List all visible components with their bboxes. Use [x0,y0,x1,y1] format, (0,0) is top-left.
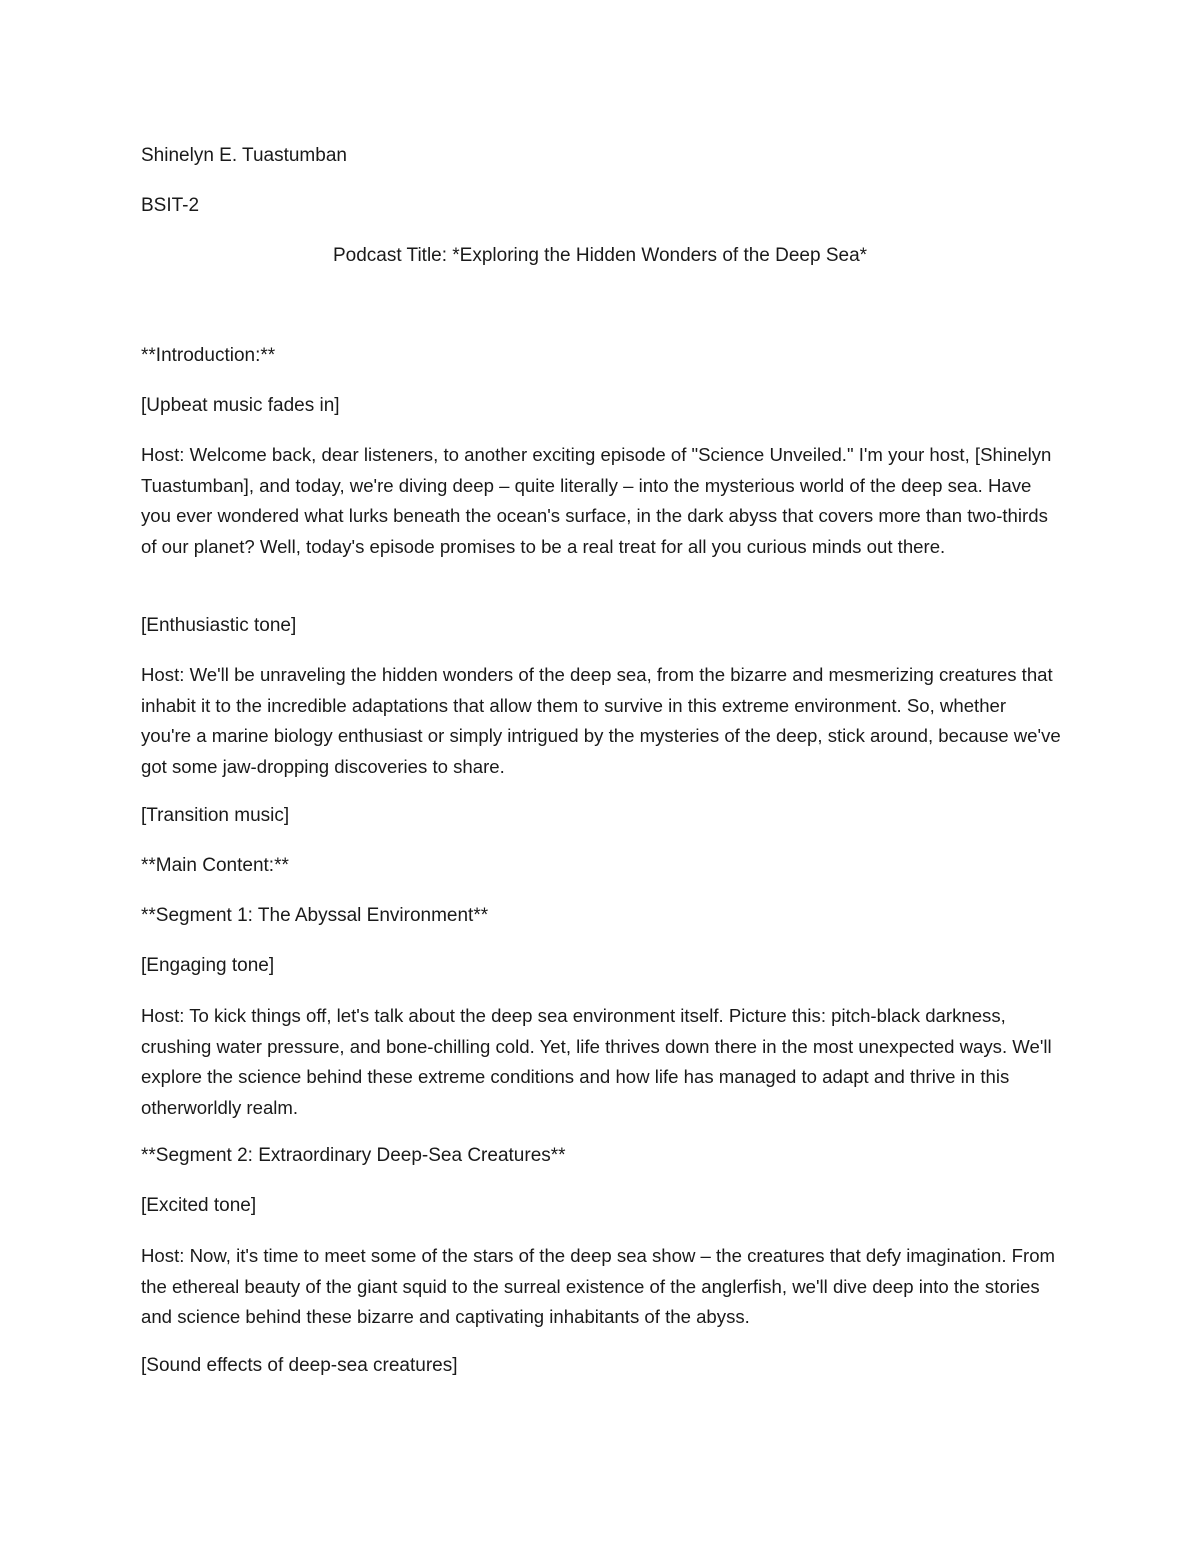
host-paragraph-unraveling: Host: We'll be unraveling the hidden wonders of the deep sea, from the bizarre and mesmerizing creatures that inhabit it to the incredible adaptations that allow them to survive in this extreme environment. So, whether you're a marine biology enthusiast or simply intrigued by the mysteries of the deep, stick around, because we've got some jaw-dropping discoveries to share. [141,664,1061,777]
segment-1-heading: **Segment 1: The Abyssal Environment** [141,905,489,926]
introduction-heading: **Introduction:** [141,345,276,366]
host-paragraph-environment: Host: To kick things off, let's talk about the deep sea environment itself. Picture this: pitch-black darkness, crushing water pressure, and bone-chilling cold. Yet, life thrives down there in the most unexpected ways. We'll explore the science behind these extreme conditions and how life has managed to adapt and thrive in this otherworldly realm. [141,1005,1052,1118]
section-label: BSIT-2 [141,195,200,216]
main-content-heading: **Main Content:** [141,855,289,876]
cue-upbeat-music: [Upbeat music fades in] [141,395,340,416]
cue-excited-tone: [Excited tone] [141,1195,257,1216]
host-paragraph-creatures: Host: Now, it's time to meet some of the stars of the deep sea show – the creatures that defy imagination. From the ethereal beauty of the giant squid to the surreal existence of the anglerfish, we'll dive deep into the stories and science behind these bizarre and captivating inhabitants of the abyss. [141,1245,1056,1327]
cue-enthusiastic-tone: [Enthusiastic tone] [141,615,297,636]
podcast-title: Podcast Title: *Exploring the Hidden Wonders of the Deep Sea* [332,245,868,266]
cue-sound-effects: [Sound effects of deep-sea creatures] [141,1355,458,1376]
cue-transition-music: [Transition music] [141,805,290,826]
segment-2-heading: **Segment 2: Extraordinary Deep-Sea Creatures** [141,1145,566,1166]
host-paragraph-welcome: Host: Welcome back, dear listeners, to another exciting episode of "Science Unveiled." I'm your host, [Shinelyn Tuastumban], and today, we're diving deep – quite literally – into the mysterious world of the deep sea. Have you ever wondered what lurks beneath the ocean's surface, in the dark abyss that covers more than two-thirds of our planet? Well, today's episode promises to be a real treat for all you curious minds out there. [141,444,1052,557]
cue-engaging-tone: [Engaging tone] [141,955,275,976]
author-name: Shinelyn E. Tuastumban [141,145,347,166]
